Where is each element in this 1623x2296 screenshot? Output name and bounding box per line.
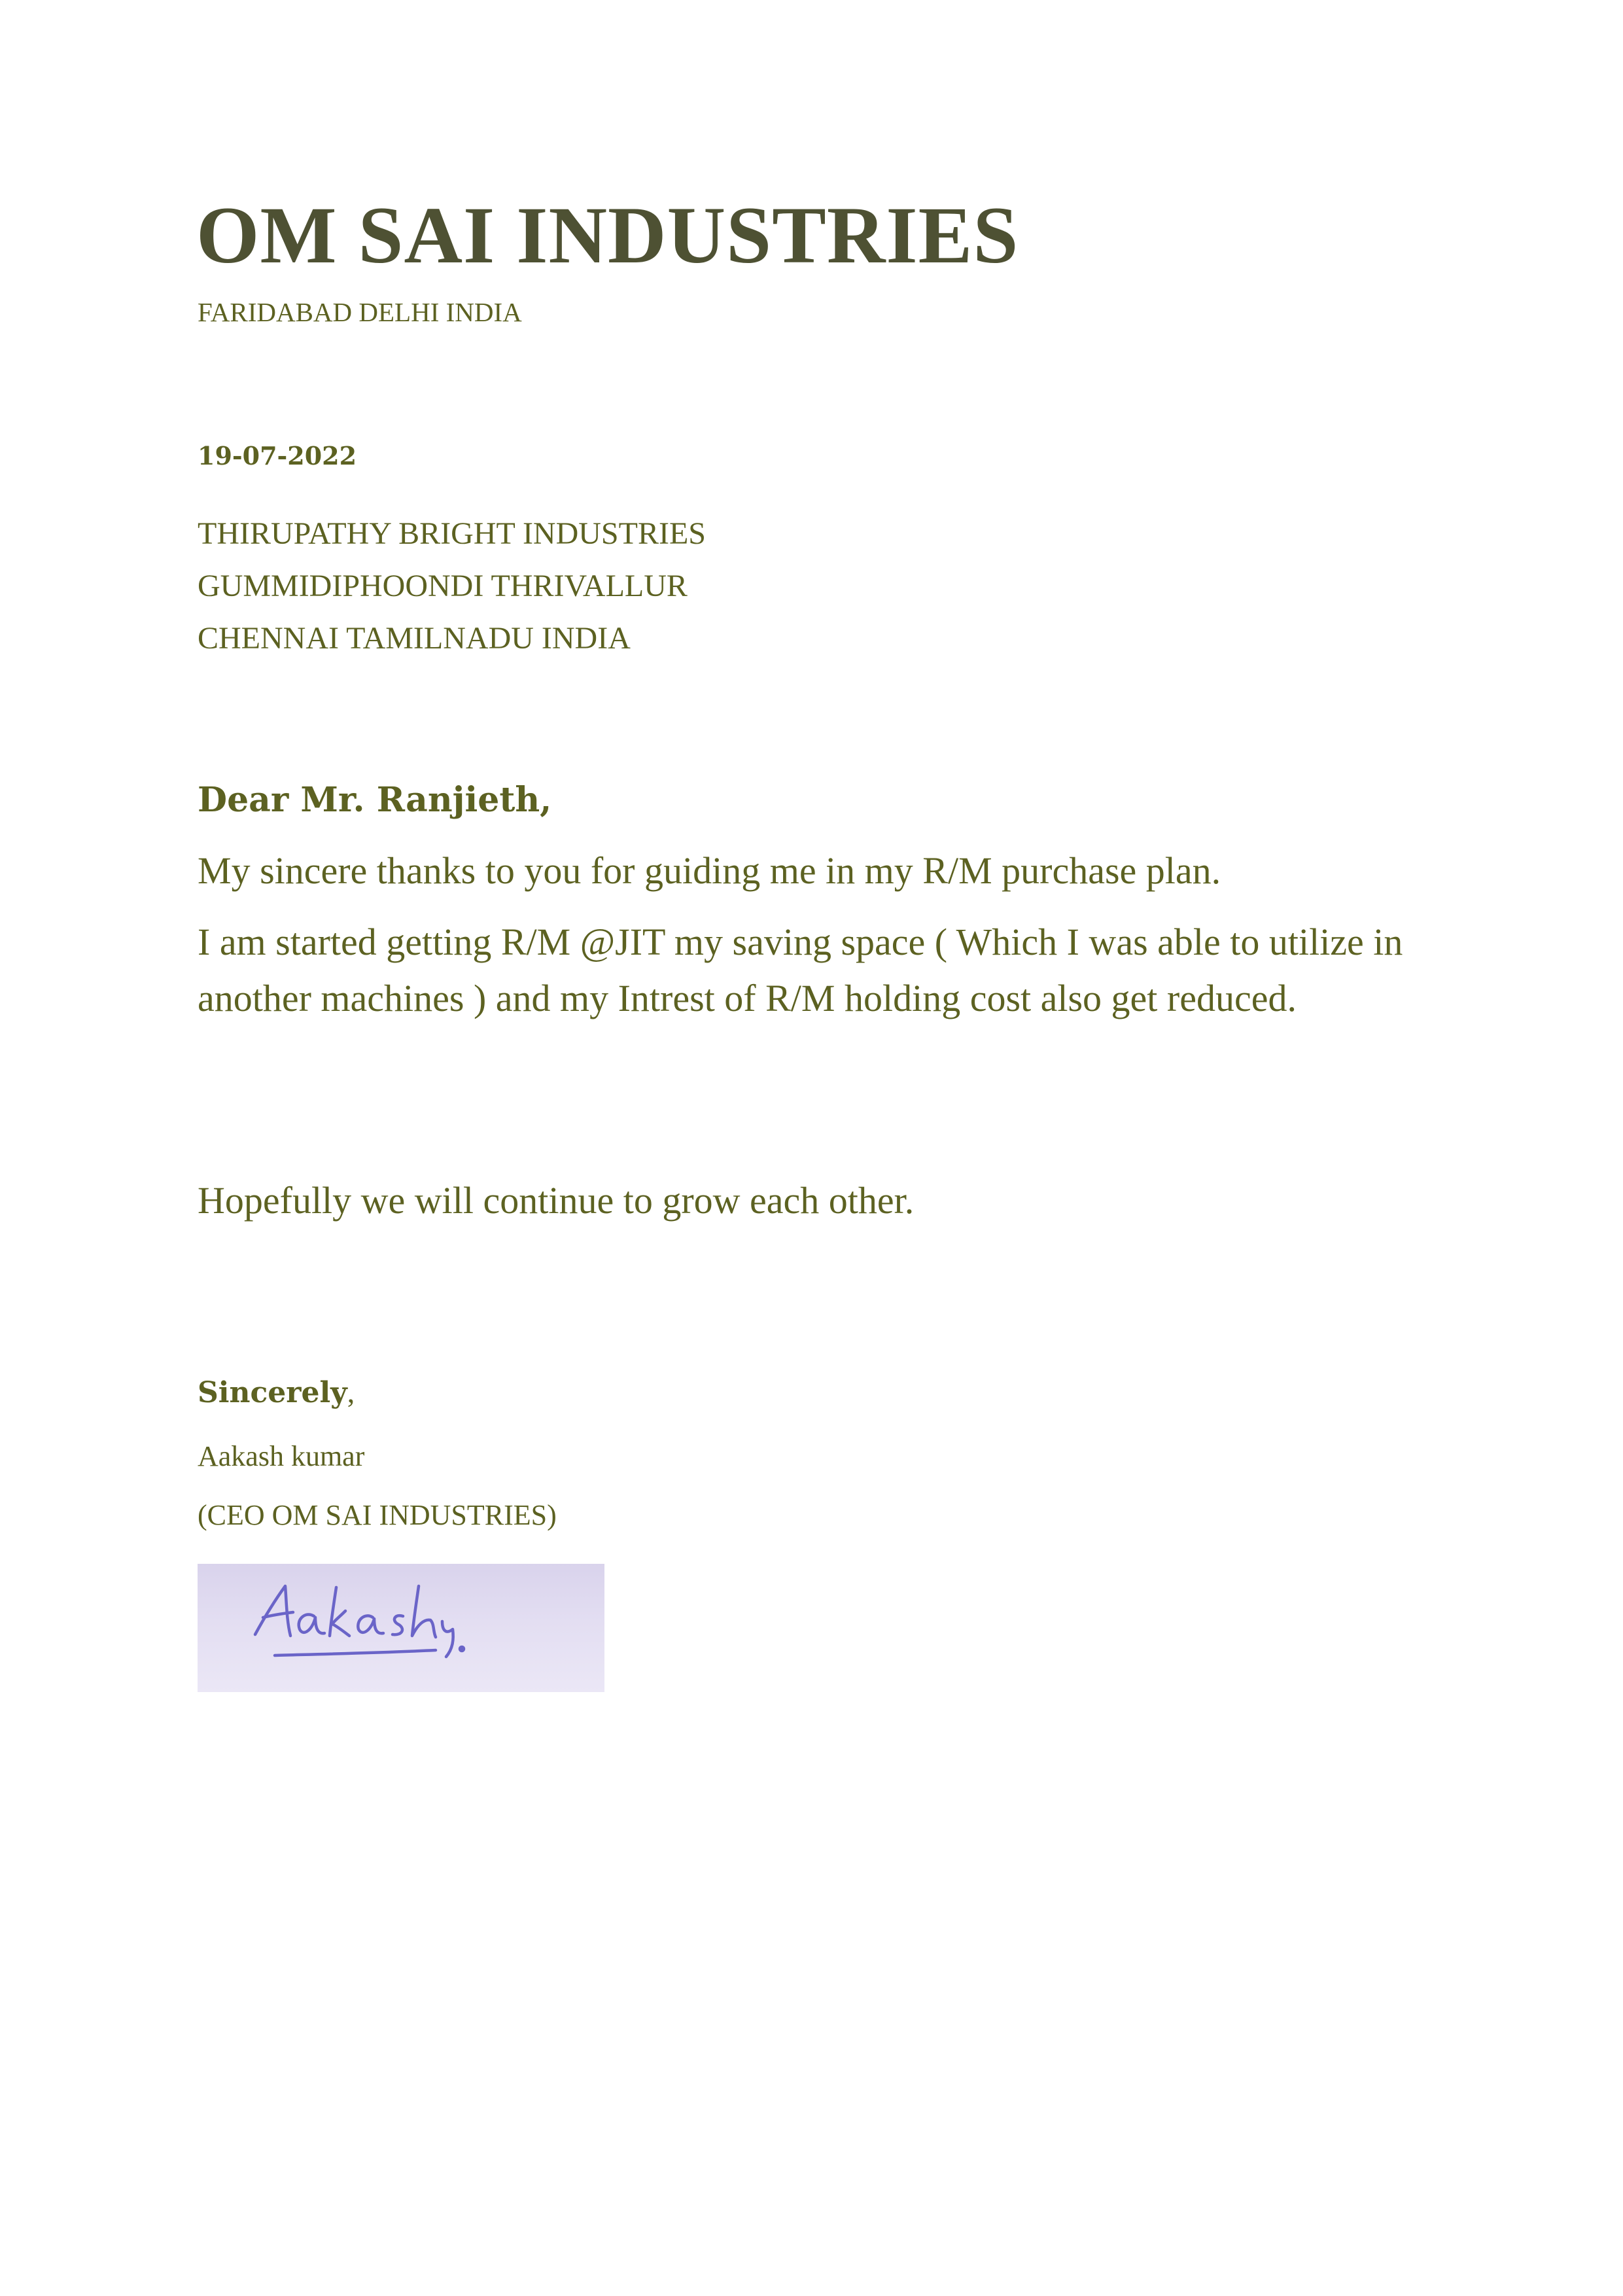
closing-word: Sincerely [198,1376,347,1409]
company-name: OM SAI INDUSTRIES [196,190,1019,280]
company-location: FARIDABAD DELHI INDIA [198,297,522,327]
body-paragraph-3: Hopefully we will continue to grow each other. [198,1179,915,1222]
body-paragraph-2: I am started getting R/M @JIT my saving space ( Which I was able to utilize in another machines ) and my Intrest of R/M holding cost also get reduced. [198,921,1403,1019]
letter-date: 19-07-2022 [198,441,357,470]
body-paragraph-1: My sincere thanks to you for guiding me in my R/M purchase plan. [198,849,1221,892]
closing-punct: , [347,1375,355,1409]
handwritten-signature [198,1564,604,1692]
salutation: Dear Mr. Ranjieth, [198,780,552,820]
closing-line [198,1373,355,1413]
signer-title: (CEO OM SAI INDUSTRIES) [198,1499,557,1531]
recipient-line: GUMMIDIPHOONDI THRIVALLUR [198,569,688,603]
recipient-line: CHENNAI TAMILNADU INDIA [198,621,631,656]
recipient-line: THIRUPATHY BRIGHT INDUSTRIES [198,516,706,551]
recipient-address [198,508,706,665]
signer-name: Aakash kumar [198,1440,365,1472]
signature-image [198,1564,604,1692]
